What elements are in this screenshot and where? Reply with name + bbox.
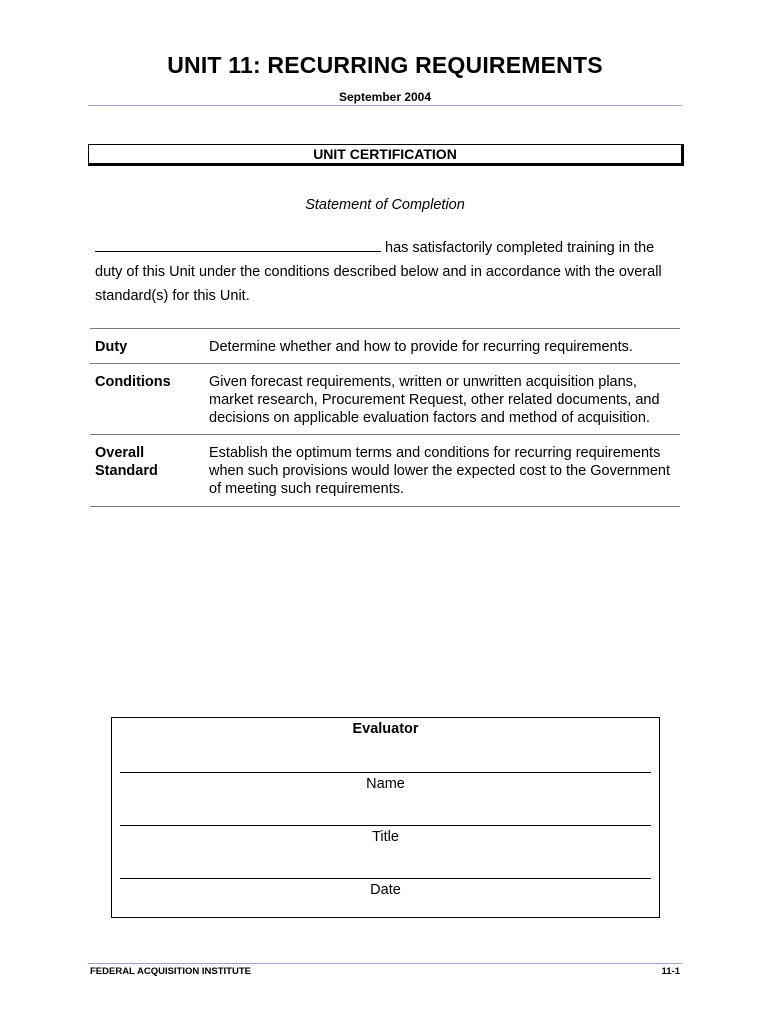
row-value: Establish the optimum terms and conditions for recurring requirements when such provisions would lower the expected cost to the Government of meeting such requirements. bbox=[209, 445, 671, 497]
table-row-overall-standard bbox=[90, 435, 680, 507]
name-label: Name bbox=[366, 776, 405, 792]
page-date: September 2004 bbox=[338, 90, 432, 104]
footer-divider bbox=[88, 963, 682, 964]
trainee-name-blank bbox=[95, 237, 381, 252]
title-signature-line[interactable] bbox=[120, 825, 651, 826]
row-label: Conditions bbox=[95, 374, 171, 390]
header-divider bbox=[88, 105, 682, 106]
footer-organization: FEDERAL ACQUISITION INSTITUTE bbox=[90, 966, 251, 977]
row-value: Determine whether and how to provide for recurring requirements. bbox=[209, 339, 633, 355]
evaluator-box bbox=[111, 717, 660, 918]
evaluator-heading: Evaluator bbox=[352, 721, 419, 737]
row-value: Given forecast requirements, written or unwritten acquisition plans, market research, Procurement Request, other related documents, and decisions on applicable evaluation factors and method of acquisition. bbox=[209, 374, 660, 426]
unit-table bbox=[90, 328, 680, 507]
certification-heading: UNIT CERTIFICATION bbox=[88, 144, 684, 166]
date-label: Date bbox=[370, 882, 401, 898]
table-row-conditions bbox=[90, 364, 680, 435]
page-title: UNIT 11: RECURRING REQUIREMENTS bbox=[167, 52, 603, 78]
title-label: Title bbox=[372, 829, 399, 845]
name-signature-line[interactable] bbox=[120, 772, 651, 773]
statement-title: Statement of Completion bbox=[305, 197, 465, 213]
table-row-duty bbox=[90, 329, 680, 364]
row-label: Duty bbox=[95, 339, 128, 355]
completion-text: has satisfactorily completed training in the duty of this Unit under the conditions described below and in accordance with the overall standard(s) for this Unit. bbox=[95, 240, 662, 304]
completion-paragraph bbox=[95, 236, 675, 308]
row-label: Overall Standard bbox=[95, 445, 158, 479]
date-signature-line[interactable] bbox=[120, 878, 651, 879]
footer-page-number: 11-1 bbox=[661, 966, 680, 977]
